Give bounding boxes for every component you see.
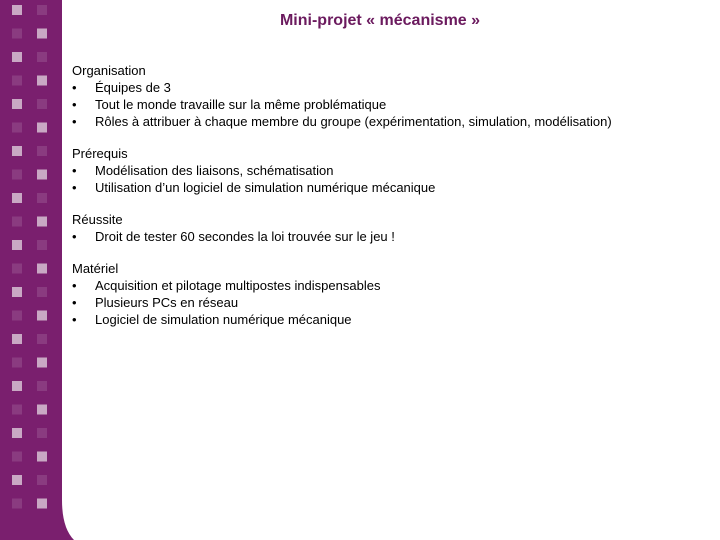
- list-item-text: Rôles à attribuer à chaque membre du groupe (expérimentation, simulation, modélisation): [95, 114, 612, 129]
- list-item: [72, 277, 702, 294]
- list-item: [72, 96, 702, 113]
- list-item-text: Équipes de 3: [95, 80, 171, 95]
- decorative-square: [37, 499, 47, 509]
- decorative-square: [37, 146, 47, 156]
- bullet-icon: •: [72, 180, 77, 195]
- decorative-square: [12, 29, 22, 39]
- list-item: [72, 79, 702, 96]
- decorative-square: [12, 334, 22, 344]
- list-item: [72, 294, 702, 311]
- decorative-square: [37, 452, 47, 462]
- decorative-square: [37, 240, 47, 250]
- bullet-list: [72, 162, 702, 196]
- bullet-icon: •: [72, 312, 77, 327]
- decorative-square: [12, 123, 22, 133]
- decorative-square: [37, 381, 47, 391]
- list-item-text: Modélisation des liaisons, schématisation: [95, 163, 334, 178]
- list-item: [72, 179, 702, 196]
- bullet-icon: •: [72, 97, 77, 112]
- decorative-square: [12, 146, 22, 156]
- section-heading: Prérequis: [72, 146, 128, 161]
- decorative-square: [12, 428, 22, 438]
- list-item: [72, 113, 702, 130]
- decorative-square: [12, 5, 22, 15]
- section-reussite: [72, 211, 702, 245]
- bullet-list: [72, 228, 702, 245]
- decorative-square: [12, 217, 22, 227]
- list-item-text: Utilisation d’un logiciel de simulation numérique mécanique: [95, 180, 436, 195]
- decorative-square: [12, 240, 22, 250]
- slide-content: [72, 62, 702, 343]
- bullet-icon: •: [72, 295, 77, 310]
- list-item-text: Acquisition et pilotage multipostes indispensables: [95, 278, 381, 293]
- list-item-text: Tout le monde travaille sur la même problématique: [95, 97, 387, 112]
- bullet-list: [72, 277, 702, 328]
- decorative-square: [12, 76, 22, 86]
- decorative-square: [12, 287, 22, 297]
- decorative-square: [12, 381, 22, 391]
- decorative-square: [12, 170, 22, 180]
- section-heading: Réussite: [72, 212, 123, 227]
- list-item: [72, 162, 702, 179]
- section-materiel: [72, 260, 702, 328]
- decorative-square: [12, 52, 22, 62]
- decorative-square: [37, 99, 47, 109]
- section-heading: Matériel: [72, 261, 119, 276]
- decorative-square: [12, 475, 22, 485]
- decorative-square: [37, 358, 47, 368]
- list-item: [72, 311, 702, 328]
- section-heading: Organisation: [72, 63, 146, 78]
- decorative-square: [37, 428, 47, 438]
- bullet-list: [72, 79, 702, 130]
- section-organisation: [72, 62, 702, 130]
- decorative-square: [12, 264, 22, 274]
- decorative-square: [37, 76, 47, 86]
- decorative-square: [12, 193, 22, 203]
- decorative-square: [37, 311, 47, 321]
- decorative-square: [37, 287, 47, 297]
- bullet-icon: •: [72, 163, 77, 178]
- bullet-icon: •: [72, 229, 77, 244]
- list-item-text: Plusieurs PCs en réseau: [95, 295, 239, 310]
- bullet-icon: •: [72, 80, 77, 95]
- list-item: [72, 228, 702, 245]
- slide-title: Mini-projet « mécanisme »: [279, 12, 481, 29]
- decorative-square: [37, 170, 47, 180]
- decorative-square: [37, 29, 47, 39]
- list-item-text: Logiciel de simulation numérique mécanique: [95, 312, 352, 327]
- decorative-square: [37, 123, 47, 133]
- decorative-square: [37, 5, 47, 15]
- decorative-square: [37, 264, 47, 274]
- section-prerequis: [72, 145, 702, 196]
- decorative-square: [12, 358, 22, 368]
- list-item-text: Droit de tester 60 secondes la loi trouvée sur le jeu !: [95, 229, 395, 244]
- decorative-square: [12, 499, 22, 509]
- decorative-square: [12, 311, 22, 321]
- decorative-square: [37, 217, 47, 227]
- decorative-square: [37, 475, 47, 485]
- bullet-icon: •: [72, 114, 77, 129]
- decorative-square: [12, 452, 22, 462]
- decorative-square: [12, 99, 22, 109]
- decorative-square: [37, 193, 47, 203]
- decorative-square: [37, 334, 47, 344]
- bullet-icon: •: [72, 278, 77, 293]
- decorative-square: [37, 405, 47, 415]
- decorative-square: [12, 405, 22, 415]
- decorative-square: [37, 52, 47, 62]
